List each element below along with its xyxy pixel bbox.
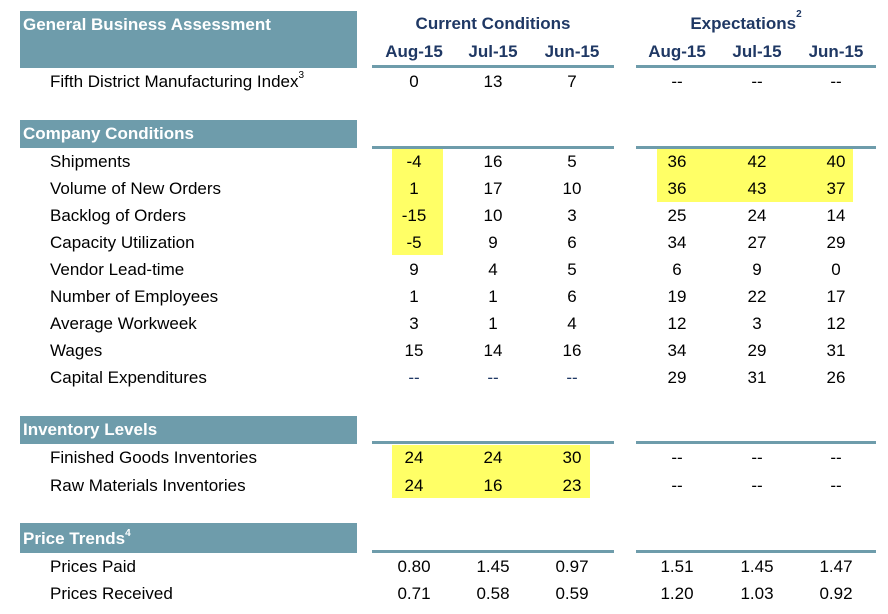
cell-received-cur-0: 0.71: [397, 584, 431, 603]
cell-wages-cur-2: 16: [562, 341, 582, 360]
cell-employees-exp-1: 22: [747, 287, 767, 306]
cell-workweek-exp-1: 3: [752, 314, 762, 333]
cell-received-exp-0: 1.20: [660, 584, 694, 603]
cell: --: [671, 72, 683, 91]
col-exp-jul: Jul-15: [732, 42, 782, 61]
row-label-vendor: Vendor Lead-time: [50, 260, 185, 279]
cell-shipments-cur-0: -4: [406, 152, 422, 171]
cell-paid-exp-2: 1.47: [819, 557, 853, 576]
cell: 0: [409, 72, 419, 91]
footnote-marker: 2: [796, 9, 802, 20]
cell-shipments-exp-2: 40: [826, 152, 846, 171]
col-exp-jun: Jun-15: [808, 42, 864, 61]
cell-new_orders-exp-0: 36: [667, 179, 687, 198]
cell-paid-cur-0: 0.80: [397, 557, 431, 576]
row-label-text: Fifth District Manufacturing Index: [50, 72, 299, 91]
cell-capacity-cur-2: 6: [567, 233, 577, 252]
cell-shipments-exp-1: 42: [747, 152, 767, 171]
cell-workweek-exp-0: 12: [667, 314, 687, 333]
row-label-shipments: Shipments: [50, 152, 131, 171]
expectations-title: Expectations: [690, 14, 797, 33]
col-cur-aug: Aug-15: [385, 42, 443, 61]
cell-backlog-exp-1: 24: [747, 206, 767, 225]
cell-backlog-cur-1: 10: [483, 206, 503, 225]
section-title: General Business Assessment: [23, 15, 271, 34]
row-label-new_orders: Volume of New Orders: [50, 179, 222, 198]
current-conditions-header: Current Conditions: [415, 14, 571, 33]
cell-received-exp-2: 0.92: [819, 584, 853, 603]
cell-wages-exp-0: 34: [667, 341, 687, 360]
cell-employees-cur-0: 1: [409, 287, 419, 306]
cell-capacity-cur-1: 9: [488, 233, 498, 252]
cell-finished-exp-0: --: [671, 448, 683, 467]
row-label-received: Prices Received: [50, 584, 173, 603]
cell: --: [830, 72, 842, 91]
cell-backlog-cur-2: 3: [567, 206, 577, 225]
section-title: Price Trends: [23, 529, 126, 548]
cell-workweek-cur-0: 3: [409, 314, 419, 333]
row-label-capex: Capital Expenditures: [50, 368, 207, 387]
cell-paid-exp-1: 1.45: [740, 557, 774, 576]
cell-employees-exp-2: 17: [826, 287, 846, 306]
cell-finished-exp-2: --: [830, 448, 842, 467]
row-label-backlog: Backlog of Orders: [50, 206, 187, 225]
cell-vendor-cur-1: 4: [488, 260, 498, 279]
col-cur-jun: Jun-15: [544, 42, 600, 61]
cell-new_orders-cur-1: 17: [483, 179, 503, 198]
cell-workweek-cur-1: 1: [488, 314, 498, 333]
cell-received-exp-1: 1.03: [740, 584, 774, 603]
cell-finished-cur-1: 24: [483, 448, 503, 467]
cell-wages-cur-0: 15: [404, 341, 424, 360]
cell-vendor-exp-0: 6: [672, 260, 682, 279]
cell: 13: [483, 72, 503, 91]
footnote-marker: 4: [125, 528, 131, 539]
cell-paid-cur-2: 0.97: [555, 557, 589, 576]
cell-capacity-exp-0: 34: [667, 233, 687, 252]
cell: --: [751, 72, 763, 91]
cell-vendor-exp-2: 0: [831, 260, 841, 279]
expectations-header: [636, 9, 856, 34]
cell-received-cur-1: 0.58: [476, 584, 510, 603]
row-label-wages: Wages: [50, 341, 103, 360]
section-header-inventory: Inventory Levels: [20, 416, 357, 444]
cell-employees-exp-0: 19: [667, 287, 687, 306]
cell-vendor-exp-1: 9: [752, 260, 762, 279]
cell-raw-exp-2: --: [830, 476, 842, 495]
row-label-paid: Prices Paid: [50, 557, 136, 576]
cell-new_orders-cur-2: 10: [562, 179, 582, 198]
cell-employees-cur-2: 6: [567, 287, 577, 306]
cell-raw-cur-0: 24: [404, 476, 424, 495]
cell-wages-exp-2: 31: [826, 341, 846, 360]
row-label-employees: Number of Employees: [50, 287, 219, 306]
cell-backlog-exp-0: 25: [667, 206, 687, 225]
row-label-finished: Finished Goods Inventories: [50, 448, 257, 467]
cell-raw-exp-0: --: [671, 476, 683, 495]
cell-capex-cur-1: --: [487, 368, 499, 387]
cell-workweek-exp-2: 12: [826, 314, 846, 333]
cell-vendor-cur-2: 5: [567, 260, 577, 279]
col-cur-jul: Jul-15: [468, 42, 518, 61]
row-label-capacity: Capacity Utilization: [50, 233, 195, 252]
cell-capacity-exp-1: 27: [747, 233, 767, 252]
cell-backlog-cur-0: -15: [401, 206, 427, 225]
section-header-price: [20, 523, 357, 553]
cell-wages-cur-1: 14: [483, 341, 503, 360]
cell-employees-cur-1: 1: [488, 287, 498, 306]
cell-shipments-exp-0: 36: [667, 152, 687, 171]
section-header-general: [20, 11, 357, 68]
cell-vendor-cur-0: 9: [409, 260, 419, 279]
cell-received-cur-2: 0.59: [555, 584, 589, 603]
footnote-marker: 3: [298, 70, 305, 81]
cell-new_orders-cur-0: 1: [409, 179, 419, 198]
cell-finished-exp-1: --: [751, 448, 763, 467]
cell-backlog-exp-2: 14: [826, 206, 846, 225]
cell-capex-exp-1: 31: [747, 368, 767, 387]
cell-raw-cur-2: 23: [562, 476, 582, 495]
cell-wages-exp-1: 29: [747, 341, 767, 360]
cell-capex-cur-2: --: [566, 368, 578, 387]
col-exp-aug: Aug-15: [648, 42, 706, 61]
cell-shipments-cur-2: 5: [567, 152, 577, 171]
cell-raw-exp-1: --: [751, 476, 763, 495]
row-label-fdmi: [50, 68, 304, 95]
cell-capacity-cur-0: -5: [406, 233, 422, 252]
cell-capex-exp-0: 29: [667, 368, 687, 387]
cell-capex-cur-0: --: [408, 368, 420, 387]
cell: 7: [567, 72, 577, 91]
cell-paid-cur-1: 1.45: [476, 557, 510, 576]
cell-new_orders-exp-1: 43: [747, 179, 767, 198]
cell-workweek-cur-2: 4: [567, 314, 577, 333]
cell-capacity-exp-2: 29: [826, 233, 846, 252]
row-label-raw: Raw Materials Inventories: [50, 476, 246, 495]
cell-finished-cur-2: 30: [562, 448, 582, 467]
cell-new_orders-exp-2: 37: [826, 179, 846, 198]
row-label-workweek: Average Workweek: [50, 314, 197, 333]
cell-raw-cur-1: 16: [483, 476, 503, 495]
cell-capex-exp-2: 26: [826, 368, 846, 387]
section-header-company: Company Conditions: [20, 120, 357, 148]
cell-finished-cur-0: 24: [404, 448, 424, 467]
cell-paid-exp-0: 1.51: [660, 557, 694, 576]
cell-shipments-cur-1: 16: [483, 152, 503, 171]
